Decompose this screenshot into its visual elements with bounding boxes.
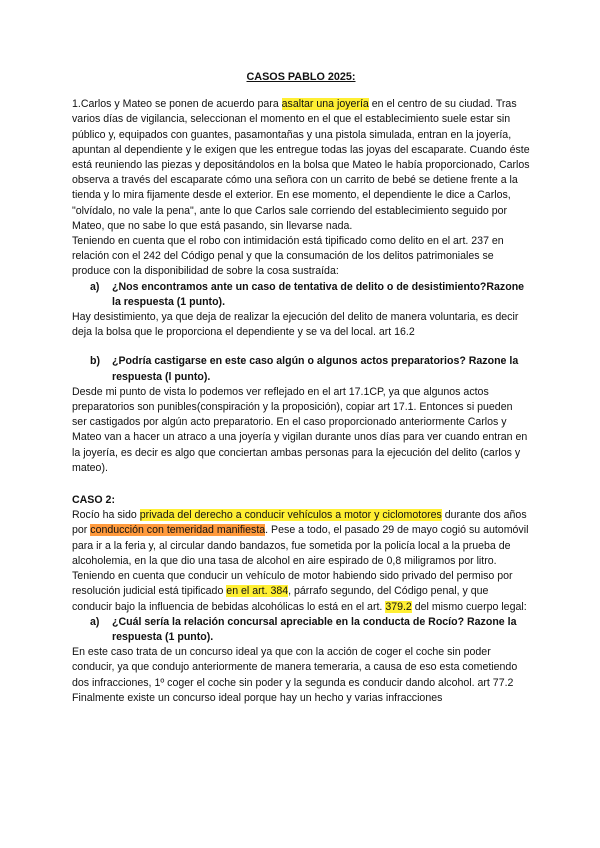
highlight-privada: privada del derecho a conducir vehículos a motor y ciclomotores — [139, 509, 442, 522]
case2-context: Teniendo en cuenta que conducir un vehículo de motor habiendo sido privado del permiso por resolución judicial está tipificado en el art. 384, párrafo segundo, del Código penal, y que conducir bajo la influencia de bebidas alcohólicas lo está en el art. 379.2 del mismo cuerpo legal: — [72, 570, 527, 613]
case1-question-b: b) ¿Podría castigarse en este caso algún o algunos actos preparatorios? Razone la respuesta (l punto). — [90, 355, 519, 383]
case2-answer-a: En este caso trata de un concurso ideal ya que con la acción de coger el coche sin poder conducir, ya que condujo anteriormente de manera temeraria, a causa de eso esta cometiendo dos infracciones, 1º coger el coche sin poder y la segunda es conducir dando alcohol. art 77.2 — [72, 646, 518, 689]
highlight-art-379: 379.2 — [385, 600, 412, 613]
case1-answer-b: Desde mi punto de vista lo podemos ver reflejado en el art 17.1CP, ya que algunos actos preparatorios son punibles(conspiración y la proposición), copiar art 17.1. Entonces si pueden ser castigados por algún acto preparatorio. En el caso proporcionado anteriormente Carlos y Mateo van a hacer un atraco a una joyería y vigilan durante unos días para ver cuando entran en la joyería, es decir es algo que conciertan ambas personas para la ejecución del delito (carlos y mateo). — [72, 385, 528, 474]
highlight-asaltar: asaltar una joyería — [281, 98, 369, 111]
case1-answer-a: Hay desistimiento, ya que deja de realizar la ejecución del delito de manera voluntaria, es decir deja la bolsa que le proporciona el dependiente y se va del local. art 16.2 — [72, 311, 519, 339]
case2-statement: Rocío ha sido privada del derecho a conducir vehículos a motor y ciclomotores durante dos años por conducción con temeridad manifiesta. Pese a todo, el pasado 29 de mayo cogió su automóvil para ir a la feria y, al circular dando bandazos, fue sometida por la policía local a la prueba de alcoholemia, en la que dio una tasa de alcohol en aire espirado de 0,8 miligramos por litro. — [72, 509, 529, 567]
case1-question-a: a) ¿Nos encontramos ante un caso de tentativa de delito o de desistimiento?Razone la respuesta (1 punto). — [90, 280, 525, 308]
highlight-art-384: en el art. 384 — [226, 585, 289, 598]
case2-question-a: a) ¿Cuál sería la relación concursal apreciable en la conducta de Rocío? Razone la respuesta (1 punto). — [90, 615, 517, 643]
document-title: CASOS PABLO 2025: — [246, 71, 356, 83]
case1-context: Teniendo en cuenta que el robo con intimidación está tipificado como delito en el art. 237 en relación con el 242 del Código penal y que la consumación de los delitos patrimoniales se produce con la disponibilidad de sobre la cosa sustraída: — [72, 235, 504, 278]
highlight-conduccion: conducción con temeridad manifiesta — [90, 524, 266, 537]
case2-heading: CASO 2: — [72, 494, 115, 507]
case1-statement: 1.Carlos y Mateo se ponen de acuerdo para asaltar una joyería en el centro de su ciudad. Tras varios días de vigilancia, seleccionan el momento en el que el establecimiento suele estar sin público y, equipados con guantes, pasamontañas y una pistola simulada, entran en la joyería, apuntan al dependiente y le exigen que les entregue todas las joyas del escaparate. Cuando éste está reuniendo las piezas y depositándolos en la bolsa que Mateo le había proporcionado, Carlos observa a través del escaparate cómo una señora con un carrito de bebé se detiene frente a la tienda y lo mira fijamente desde el exterior. En ese momento, el dependiente le dice a Carlos, "olvídalo, no vale la pena", ante lo que Carlos sale corriendo del establecimiento seguido por Mateo, que no sabe lo que está pasando, sin llevarse nada. — [72, 98, 530, 232]
case2-conclusion: Finalmente existe un concurso ideal porque hay un hecho y varias infracciones — [72, 691, 443, 704]
